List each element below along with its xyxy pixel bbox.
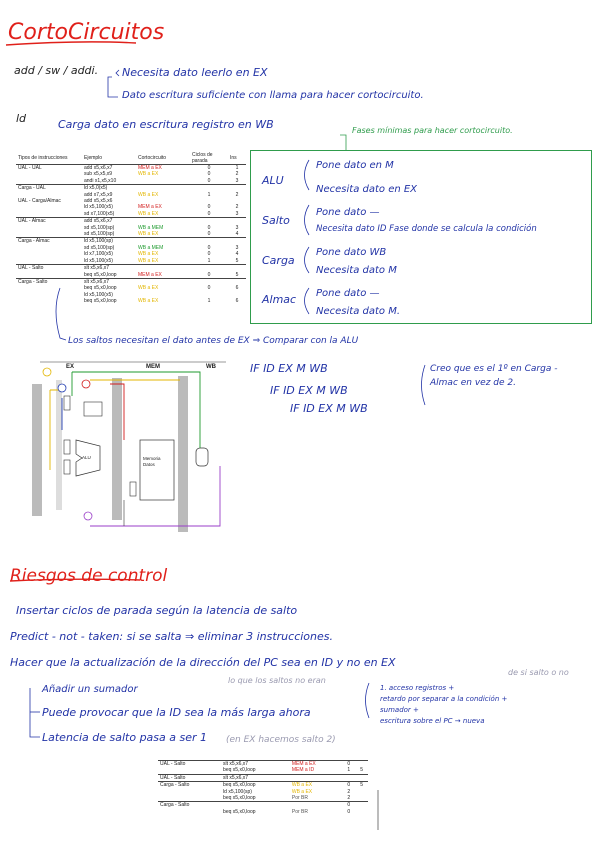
table-row <box>158 809 368 815</box>
cell-example <box>221 802 290 809</box>
cell-cc: WB a EX <box>138 210 159 217</box>
cell-ins <box>355 795 368 802</box>
cell-example: sd x7,100(x5) <box>84 210 115 217</box>
control-side-note-1: 1. acceso registros + <box>380 684 455 692</box>
cell-cc: WB a MEM <box>138 244 164 251</box>
cell-example: ld x5,100(sp) <box>82 238 136 245</box>
carga-item-1: Pone dato WB <box>316 247 387 258</box>
add-item-1: Necesita dato leerlo en EX <box>122 66 268 79</box>
cell-example: ld x5,100(x5) <box>84 257 113 264</box>
cell-example: add x5,x5,x6 <box>84 198 113 205</box>
cell-example: add x7,x5,x9 <box>84 191 113 198</box>
col-header-stalls: Ciclos de parada <box>190 152 228 165</box>
cell-type <box>158 795 221 802</box>
cell-ins: 5 <box>360 767 363 774</box>
cell-type: Carga - Salto <box>16 278 82 285</box>
control-side-note-2: retardo por separar a la condición + <box>380 695 508 703</box>
pipeline-row-3: IF ID EX M WB <box>290 402 368 415</box>
cell-stalls: 0 <box>207 271 211 278</box>
cell-cc: MEM a ID <box>291 767 315 774</box>
cell-ins <box>355 809 368 815</box>
cell-ins: 5 <box>355 782 368 789</box>
pipeline-note: Creo que es el 1º en Carga - Almac en vez de 2. <box>430 364 558 388</box>
col-header-example: Ejemplo <box>82 152 136 165</box>
control-side-note-4: escritura sobre el PC → nueva <box>380 717 485 725</box>
cell-type: UAL - Carga/Almac <box>18 198 61 205</box>
almac-item-1: Pone dato — <box>316 288 380 299</box>
cell-cc: WB a EX <box>138 171 159 178</box>
alu-label: ALU <box>262 174 284 187</box>
pipeline-row-2: IF ID EX M WB <box>270 384 348 397</box>
cell-stalls: 0 <box>342 802 355 809</box>
cell-cc: WB a EX <box>138 251 159 258</box>
cell-example: ld x5,0(x5) <box>82 185 136 192</box>
cell-ins <box>355 774 368 781</box>
memory-block-label: Memoria Datos <box>143 456 161 467</box>
table-row <box>158 782 368 789</box>
table-row <box>158 802 368 809</box>
table-row <box>158 761 368 768</box>
table-row <box>158 767 368 774</box>
cell-cc: Por BR <box>291 808 308 815</box>
cell-cc: WB a MEM <box>138 224 164 231</box>
table-row <box>158 795 368 802</box>
almac-item-2: Necesita dato M. <box>316 306 400 317</box>
cell-ins: 5 <box>235 257 239 264</box>
table-row <box>158 774 368 781</box>
cell-example: ld x5,100(x5) <box>84 204 113 211</box>
cell-stalls: 0 <box>207 231 211 238</box>
cell-example: slt x5,x6,x7 <box>221 761 290 768</box>
cell-ins: 5 <box>235 271 239 278</box>
cell-example: sd x5,100(sp) <box>84 231 115 238</box>
cell-type: Carga - Salto <box>158 802 221 809</box>
control-line-1: Insertar ciclos de parada según la latencia de salto <box>16 604 298 617</box>
cell-type: UAL - UAL <box>16 165 82 172</box>
cell-ins: 3 <box>235 177 239 184</box>
cell-stalls: 1 <box>207 257 211 264</box>
cell-type <box>158 809 221 815</box>
cell-stalls: 0 <box>190 165 228 172</box>
control-line-2: Predict - not - taken: si se salta ⇒ eliminar 3 instrucciones. <box>10 630 333 643</box>
cell-example: ld x5,100(sp) <box>223 788 252 795</box>
cell-cc: MEM a EX <box>136 165 190 172</box>
cell-example: beq x5,x0,loop <box>223 795 256 802</box>
cell-stalls <box>342 774 355 781</box>
control-line-3-sub: lo que los saltos no eran <box>228 676 326 685</box>
cell-example: add x5,x6,x7 <box>82 165 136 172</box>
control-bullet-1: Añadir un sumador <box>42 684 138 695</box>
salto-item-2: Necesita dato ID Fase donde se calcula la condición <box>316 224 537 234</box>
cell-type: UAL - Salto <box>158 774 221 781</box>
cell-stalls: 0 <box>207 204 211 211</box>
cell-stalls: 0 <box>207 285 211 292</box>
control-bullet-2: Puede provocar que la ID sea la más larga ahora <box>42 706 311 719</box>
cell-example: beq x5,x0,loop <box>84 298 117 305</box>
stage-mem: MEM <box>146 364 160 370</box>
stage-ex: EX <box>66 364 75 370</box>
cell-cc: MEM a EX <box>290 761 343 768</box>
cell-type: Carga - UAL <box>16 185 82 192</box>
cell-ins: 3 <box>235 244 239 251</box>
cell-stalls: 2 <box>347 795 351 802</box>
cell-type: UAL - Salto <box>158 761 221 768</box>
control-line-3-side: de si salto o no <box>508 668 569 677</box>
col-header-type: Tipos de instrucciones <box>16 152 82 165</box>
cell-type: UAL - Salto <box>16 265 82 272</box>
add-item-2: Dato escritura suficiente con llama para hacer cortocircuito. <box>122 90 424 101</box>
cell-cc <box>290 774 343 781</box>
control-bullet-3-extra: (en EX hacemos salto 2) <box>226 735 336 745</box>
cell-stalls: 0 <box>207 177 211 184</box>
cell-cc: WB a EX <box>138 191 159 198</box>
cell-stalls: 0 <box>207 251 211 258</box>
pipeline-row-1: IF ID EX M WB <box>250 362 328 375</box>
salto-label: Salto <box>262 214 290 227</box>
cell-type: Carga - Salto <box>158 782 221 789</box>
alu-item-1: Pone dato en M <box>316 160 394 171</box>
alu-item-2: Necesita dato en EX <box>316 184 418 195</box>
cell-example: slt x5,x6,x7 <box>221 774 290 781</box>
section-title-riesgos: Riesgos de control <box>10 566 168 586</box>
cell-ins: 6 <box>235 298 239 305</box>
carga-label: Carga <box>262 254 295 267</box>
cell-cc: MEM a EX <box>138 204 162 211</box>
cell-cc: WB a EX <box>291 788 313 795</box>
cell-ins <box>355 802 368 809</box>
cell-ins: 1 <box>228 165 246 172</box>
carga-item-2: Necesita dato M <box>316 265 397 276</box>
cell-cc: Por BR <box>291 795 308 802</box>
cell-cc: WB a EX <box>138 298 159 305</box>
cell-cc <box>290 802 343 809</box>
cell-cc: MEM a EX <box>138 271 162 278</box>
cell-example: sd x5,100(sp) <box>84 244 115 251</box>
cell-stalls: 2 <box>347 788 351 795</box>
cell-type <box>158 767 221 774</box>
almac-label: Almac <box>262 293 297 306</box>
cell-example: slt x5,x6,x7 <box>82 278 136 285</box>
control-line-3: Hacer que la actualización de la dirección del PC sea en ID y no en EX <box>10 656 396 669</box>
cell-cc: WB a EX <box>138 257 159 264</box>
cell-ins: 2 <box>235 204 239 211</box>
cell-ins: 4 <box>235 231 239 238</box>
stage-wb: WB <box>206 364 216 370</box>
cell-example: beq x5,x0,loop <box>84 285 117 292</box>
cell-ins: 4 <box>235 251 239 258</box>
cell-stalls: 0 <box>342 782 355 789</box>
cell-ins <box>355 761 368 768</box>
ld-text: Carga dato en escritura registro en WB <box>58 118 274 131</box>
cell-stalls: 0 <box>207 224 211 231</box>
cell-ins: 2 <box>235 171 239 178</box>
cell-stalls: 0 <box>207 171 211 178</box>
cell-ins: 2 <box>235 191 239 198</box>
salto-item-1: Pone dato — <box>316 207 380 218</box>
note-top: Fases mínimas para hacer cortocircuito. <box>352 126 513 135</box>
section-title-cortocircuitos: CortoCircuitos <box>8 20 165 45</box>
cell-stalls: 0 <box>207 210 211 217</box>
cell-example: andi x1,x5,x10 <box>84 177 117 184</box>
cell-example: beq x5,x0,loop <box>223 808 256 815</box>
cell-example: add x5,x6,x7 <box>82 218 136 225</box>
cell-example: sd x5,100(sp) <box>84 224 115 231</box>
cell-stalls: 0 <box>342 761 355 768</box>
control-side-note-3: sumador + <box>380 706 419 714</box>
cell-cc: WB a EX <box>138 231 159 238</box>
cell-example: beq x5,x0,loop <box>223 767 256 774</box>
add-label: add / sw / addi. <box>14 64 99 77</box>
cell-example: slt x5,x6,x7 <box>82 265 136 272</box>
ld-label: ld <box>16 112 27 125</box>
alu-block-label: ALU <box>82 455 91 460</box>
cell-cc: WB a EX <box>290 782 343 789</box>
cell-type: Carga - Almac <box>16 238 82 245</box>
cell-stalls: 1 <box>207 298 211 305</box>
control-bullet-3: Latencia de salto pasa a ser 1 <box>42 731 208 744</box>
col-header-ins: Ins <box>228 152 246 165</box>
cell-example: sub x5,x5,x9 <box>84 171 113 178</box>
cell-stalls: 0 <box>207 244 211 251</box>
note-salto: Los saltos necesitan el dato antes de EX ⇒ Comparar con la ALU <box>68 336 359 346</box>
col-header-cc: Cortocircuito <box>136 152 190 165</box>
cell-example: ld x5,100(x5) <box>84 291 113 298</box>
cell-stalls: 1 <box>347 767 351 774</box>
cell-ins: 3 <box>235 210 239 217</box>
cell-example: beq x5,x0,loop <box>84 271 117 278</box>
cell-example: ld x7,100(x5) <box>84 251 113 258</box>
table-control <box>158 760 368 815</box>
cell-ins: 3 <box>235 224 239 231</box>
cell-example: beq x5,x0,loop <box>221 782 290 789</box>
cell-ins: 6 <box>235 285 239 292</box>
cell-type: UAL - Almac <box>16 218 82 225</box>
cell-stalls: 1 <box>207 191 211 198</box>
cell-stalls: 0 <box>347 808 351 815</box>
cell-cc: WB a EX <box>138 285 159 292</box>
